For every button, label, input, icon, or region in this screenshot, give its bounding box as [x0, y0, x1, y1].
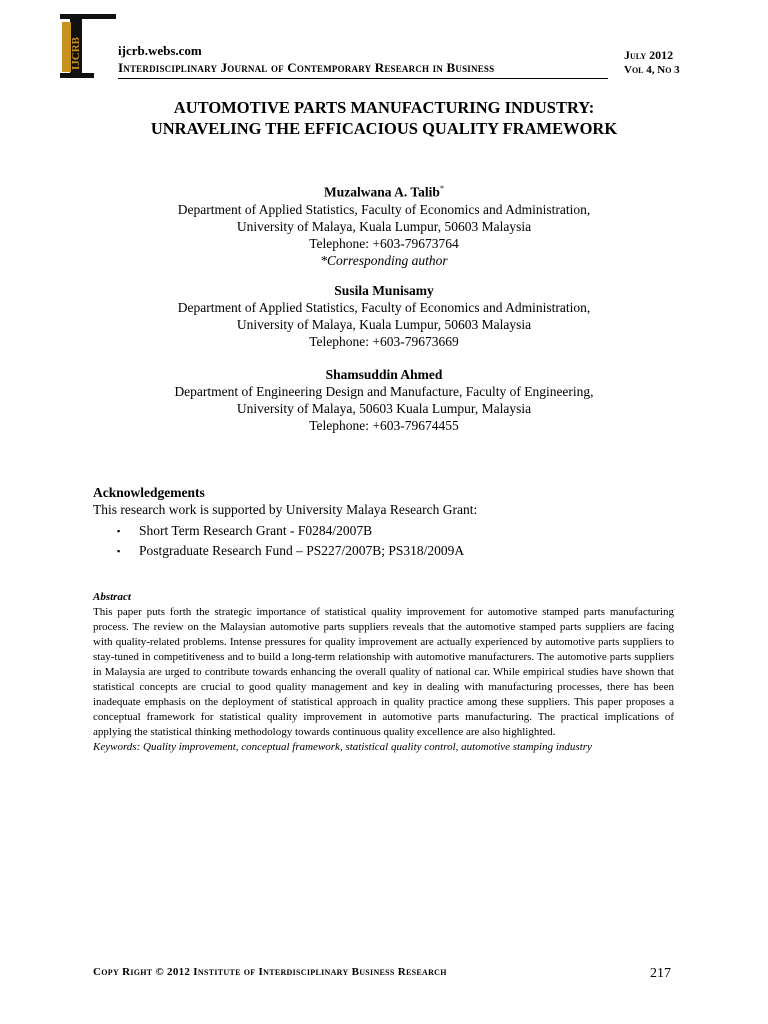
copyright-notice: Copy Right © 2012 Institute of Interdisciplinary Business Research [93, 966, 447, 978]
keywords: Keywords: Quality improvement, conceptual framework, statistical quality control, automotive stamping industry [93, 741, 592, 753]
grant-item-text: Short Term Research Grant - F0284/2007B [139, 523, 373, 538]
issue-volume: Vol 4, No 3 [624, 64, 680, 76]
acknowledgements-text: This research work is supported by University Malaya Research Grant: [93, 502, 478, 517]
paper-title [60, 97, 708, 139]
page-number: 217 [650, 966, 671, 981]
grant-list-item [93, 541, 683, 561]
abstract-heading: Abstract [93, 591, 131, 603]
author-name: Shamsuddin Ahmed [325, 367, 443, 382]
grant-item-text: Postgraduate Research Fund – PS227/2007B; PS318/2009A [139, 543, 465, 558]
journal-website[interactable]: ijcrb.webs.com [118, 43, 202, 58]
acknowledgements-section [93, 484, 683, 561]
author-address: University of Malaya, 50603 Kuala Lumpur, Malaysia [236, 401, 532, 416]
author-telephone: Telephone: +603-79674455 [309, 418, 459, 433]
corresponding-marker: * [439, 184, 444, 193]
grant-list-item [93, 521, 683, 541]
grant-list [93, 521, 683, 561]
author-affiliation: Department of Applied Statistics, Faculty of Economics and Administration, [177, 201, 591, 217]
author-telephone: Telephone: +603-79673669 [309, 334, 459, 349]
square-bullet-icon: ▪ [117, 546, 121, 556]
author-affiliation: Department of Applied Statistics, Faculty of Economics and Administration, [177, 300, 591, 315]
abstract-body: This paper puts forth the strategic importance of statistical quality improvement for automotive stamped parts manufacturing process. The review on the Malaysian automotive parts suppliers reveals that the automotive stamped parts suppliers are facing with quality-related problems. Intense pressures for quality improvement are actually experienced by automotive parts suppliers to stay-tuned in competitiveness and to build a long-term relationship with automotive manufacturers. The automotive parts suppliers in Malaysia are urged to contribute towards enhancing the overall quality of national car. While empirical studies have shown that statistical concepts are crucial to good quality management and key in dealing with manufacturing processes, there has been inadequate emphasis on the deployment of statistical approach in quality practice among these suppliers. This paper proposes a conceptual framework for statistical quality improvement in automotive parts manufacturing. The practical implications of applying the statistical thinking methodology towards continuous quality excellence are also highlighted. [93, 606, 674, 738]
paper-title-line-1: AUTOMOTIVE PARTS MANUFACTURING INDUSTRY: [173, 98, 595, 117]
author-block-1 [60, 180, 708, 269]
acknowledgements-heading: Acknowledgements [93, 485, 205, 500]
square-bullet-icon: ▪ [117, 526, 121, 536]
paper-title-line-2: UNRAVELING THE EFFICACIOUS QUALITY FRAMEWORK [150, 119, 618, 138]
author-name: Muzalwana A. Talib [324, 184, 440, 200]
author-affiliation: Department of Engineering Design and Manufacture, Faculty of Engineering, [174, 384, 594, 399]
issue-date: July 2012 [624, 48, 674, 62]
author-address: University of Malaya, Kuala Lumpur, 50603 Malaysia [236, 317, 532, 332]
author-name-line [60, 180, 708, 201]
author-block-3 [60, 366, 708, 434]
journal-logo [60, 14, 116, 78]
corresponding-author-note: *Corresponding author [320, 252, 448, 268]
author-telephone: Telephone: +603-79673764 [309, 235, 459, 251]
author-block-2 [60, 282, 708, 350]
journal-name: Interdisciplinary Journal of Contemporary Research in Business [118, 60, 608, 79]
abstract-section [93, 590, 674, 755]
author-name: Susila Munisamy [334, 283, 434, 298]
author-address: University of Malaya, Kuala Lumpur, 50603 Malaysia [236, 218, 532, 234]
logo-lettering: IJCRB [70, 36, 82, 70]
